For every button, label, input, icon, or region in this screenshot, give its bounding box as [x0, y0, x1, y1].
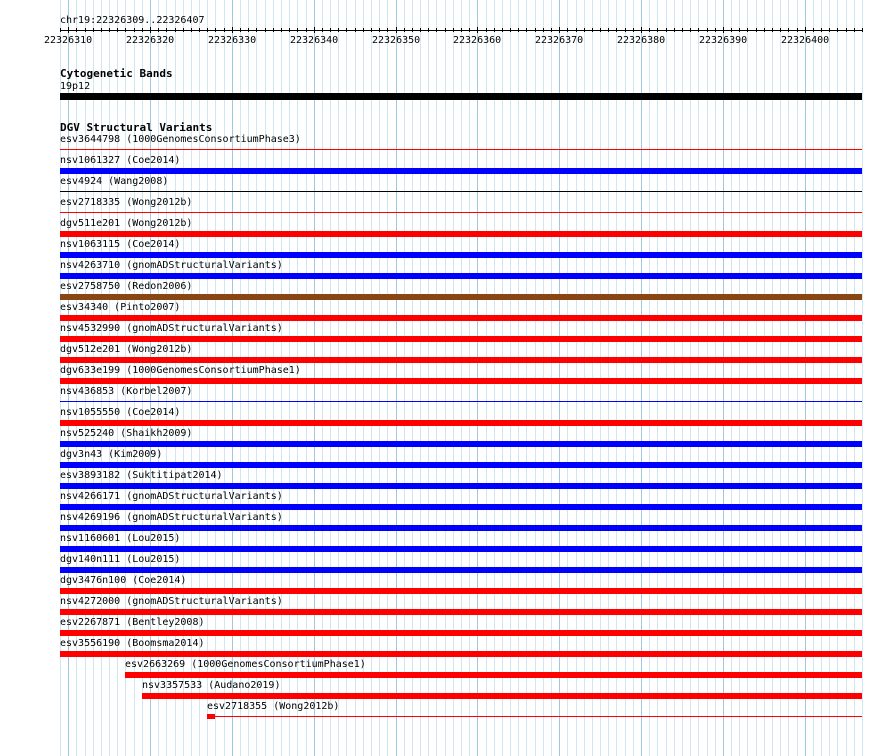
variant-bar[interactable] — [60, 336, 862, 342]
ruler-minor-tick — [633, 28, 634, 32]
variant-label[interactable]: esv3556190 (Boomsma2014) — [60, 638, 205, 649]
ruler-minor-tick — [707, 28, 708, 32]
variant-label[interactable]: nsv1063115 (Coe2014) — [60, 239, 181, 250]
ruler-tick-label: 22326390 — [699, 35, 748, 46]
variant-label[interactable]: dgv140n111 (Lou2015) — [60, 554, 181, 565]
ruler-minor-tick — [412, 28, 413, 32]
ruler-minor-tick — [854, 28, 855, 32]
ruler-minor-tick — [387, 28, 388, 32]
variant-line[interactable] — [207, 716, 862, 717]
ruler-minor-tick — [371, 28, 372, 32]
variant-label[interactable]: esv4924 (Wang2008) — [60, 176, 169, 187]
ruler-minor-tick — [183, 28, 184, 32]
ruler-minor-tick — [93, 28, 94, 32]
variant-label[interactable]: dgv512e201 (Wong2012b) — [60, 344, 193, 355]
variant-label[interactable]: dgv3476n100 (Coe2014) — [60, 575, 187, 586]
variant-label[interactable]: nsv525240 (Shaikh2009) — [60, 428, 193, 439]
variant-label[interactable]: esv2718355 (Wong2012b) — [207, 701, 340, 712]
ruler-minor-tick — [788, 28, 789, 32]
ruler-minor-tick — [355, 28, 356, 32]
ruler-major-tick — [641, 27, 642, 33]
ruler-minor-tick — [60, 28, 61, 32]
variant-bar[interactable] — [60, 315, 862, 321]
ruler-major-tick — [477, 27, 478, 33]
variant-bar[interactable] — [60, 273, 862, 279]
ruler-minor-tick — [461, 28, 462, 32]
variant-bar[interactable] — [142, 693, 862, 699]
ruler-minor-tick — [780, 28, 781, 32]
ruler-minor-tick — [756, 28, 757, 32]
ruler-minor-tick — [608, 28, 609, 32]
ruler-minor-tick — [191, 28, 192, 32]
cytoband-label: 19p12 — [60, 81, 91, 92]
variant-bar[interactable] — [60, 546, 862, 552]
variant-label[interactable]: esv2663269 (1000GenomesConsortiumPhase1) — [125, 659, 366, 670]
ruler-major-tick — [396, 27, 397, 33]
ruler-major-tick — [232, 27, 233, 33]
ruler-minor-tick — [829, 28, 830, 32]
variant-label[interactable]: esv3893182 (Suktitipat2014) — [60, 470, 223, 481]
variant-label[interactable]: nsv4263710 (gnomADStructuralVariants) — [60, 260, 283, 271]
cytoband-track-title: Cytogenetic Bands — [60, 67, 173, 80]
ruler-minor-tick — [674, 28, 675, 32]
variant-label[interactable]: nsv4269196 (gnomADStructuralVariants) — [60, 512, 283, 523]
region-label: chr19:22326309..22326407 — [60, 15, 205, 26]
ruler-minor-tick — [117, 28, 118, 32]
ruler-minor-tick — [207, 28, 208, 32]
variant-label[interactable]: nsv1061327 (Coe2014) — [60, 155, 181, 166]
ruler-major-tick — [68, 27, 69, 33]
ruler-minor-tick — [109, 28, 110, 32]
ruler-minor-tick — [535, 28, 536, 32]
ruler-tick-label: 22326360 — [453, 35, 502, 46]
ruler-minor-tick — [85, 28, 86, 32]
ruler-minor-tick — [526, 28, 527, 32]
variant-bar[interactable] — [60, 462, 862, 468]
ruler-minor-tick — [199, 28, 200, 32]
variant-bar[interactable] — [60, 504, 862, 510]
ruler-minor-tick — [616, 28, 617, 32]
ruler-minor-tick — [469, 28, 470, 32]
ruler-minor-tick — [625, 28, 626, 32]
ruler-minor-tick — [821, 28, 822, 32]
ruler-minor-tick — [322, 28, 323, 32]
ruler-minor-tick — [166, 28, 167, 32]
ruler-minor-tick — [420, 28, 421, 32]
ruler-minor-tick — [657, 28, 658, 32]
ruler-minor-tick — [445, 28, 446, 32]
ruler-minor-tick — [134, 28, 135, 32]
variant-label[interactable]: nsv1055550 (Coe2014) — [60, 407, 181, 418]
ruler-minor-tick — [306, 28, 307, 32]
ruler-tick-label: 22326350 — [372, 35, 421, 46]
ruler-minor-tick — [584, 28, 585, 32]
variant-bar[interactable] — [60, 168, 862, 174]
ruler-minor-tick — [494, 28, 495, 32]
ruler-tick-label: 22326310 — [44, 35, 93, 46]
ruler-minor-tick — [125, 28, 126, 32]
ruler-minor-tick — [330, 28, 331, 32]
ruler-minor-tick — [224, 28, 225, 32]
variant-bar[interactable] — [60, 231, 862, 237]
ruler-tick-label: 22326330 — [208, 35, 257, 46]
ruler-minor-tick — [690, 28, 691, 32]
ruler-minor-tick — [837, 28, 838, 32]
variant-label[interactable]: dgv633e199 (1000GenomesConsortiumPhase1) — [60, 365, 301, 376]
variant-bar[interactable] — [60, 483, 862, 489]
ruler-minor-tick — [346, 28, 347, 32]
variant-label[interactable]: dgv511e201 (Wong2012b) — [60, 218, 193, 229]
variant-bar[interactable] — [60, 378, 862, 384]
variant-label[interactable]: nsv4272000 (gnomADStructuralVariants) — [60, 596, 283, 607]
ruler-major-tick — [723, 27, 724, 33]
ruler-major-tick — [559, 27, 560, 33]
variant-bar[interactable] — [207, 714, 215, 719]
ruler-minor-tick — [551, 28, 552, 32]
ruler-minor-tick — [764, 28, 765, 32]
ruler-minor-tick — [739, 28, 740, 32]
variant-bar[interactable] — [125, 672, 862, 678]
ruler-minor-tick — [846, 28, 847, 32]
ruler-minor-tick — [175, 28, 176, 32]
variant-label[interactable]: nsv4532990 (gnomADStructuralVariants) — [60, 323, 283, 334]
ruler-minor-tick — [543, 28, 544, 32]
variant-label[interactable]: esv34340 (Pinto2007) — [60, 302, 181, 313]
ruler-minor-tick — [297, 28, 298, 32]
ruler-minor-tick — [698, 28, 699, 32]
variant-bar[interactable] — [60, 609, 862, 615]
ruler-minor-tick — [682, 28, 683, 32]
ruler-minor-tick — [649, 28, 650, 32]
ruler-minor-tick — [592, 28, 593, 32]
variant-line[interactable] — [60, 212, 862, 213]
variant-bar[interactable] — [60, 420, 862, 426]
variant-bar[interactable] — [60, 294, 862, 300]
variant-label[interactable]: esv2758750 (Redon2006) — [60, 281, 193, 292]
ruler-minor-tick — [666, 28, 667, 32]
ruler-minor-tick — [101, 28, 102, 32]
ruler-minor-tick — [813, 28, 814, 32]
ruler-minor-tick — [248, 28, 249, 32]
ruler-minor-tick — [502, 28, 503, 32]
variant-bar[interactable] — [60, 441, 862, 447]
cytoband-bar[interactable] — [60, 93, 862, 100]
ruler-minor-tick — [510, 28, 511, 32]
ruler-minor-tick — [404, 28, 405, 32]
ruler-minor-tick — [576, 28, 577, 32]
variant-label[interactable]: nsv3357533 (Audano2019) — [142, 680, 281, 691]
variant-label[interactable]: esv3644798 (1000GenomesConsortiumPhase3) — [60, 134, 301, 145]
ruler-major-tick — [805, 27, 806, 33]
ruler-minor-tick — [600, 28, 601, 32]
ruler-minor-tick — [436, 28, 437, 32]
variant-bar[interactable] — [60, 525, 862, 531]
ruler-minor-tick — [289, 28, 290, 32]
ruler-minor-tick — [273, 28, 274, 32]
ruler-minor-tick — [142, 28, 143, 32]
ruler-minor-tick — [428, 28, 429, 32]
ruler-minor-tick — [363, 28, 364, 32]
ruler-minor-tick — [518, 28, 519, 32]
variant-line[interactable] — [60, 149, 862, 150]
ruler-minor-tick — [158, 28, 159, 32]
ruler-tick-label: 22326370 — [535, 35, 584, 46]
ruler-minor-tick — [797, 28, 798, 32]
dgv-track-title: DGV Structural Variants — [60, 121, 213, 134]
variant-label[interactable]: esv2718335 (Wong2012b) — [60, 197, 193, 208]
ruler-major-tick — [150, 27, 151, 33]
variant-bar[interactable] — [60, 252, 862, 258]
ruler-tick-label: 22326340 — [290, 35, 339, 46]
ruler-minor-tick — [453, 28, 454, 32]
variant-line[interactable] — [60, 401, 862, 402]
variant-label[interactable]: nsv1160601 (Lou2015) — [60, 533, 181, 544]
ruler-minor-tick — [731, 28, 732, 32]
variant-label[interactable]: dgv3n43 (Kim2009) — [60, 449, 163, 460]
variant-bar[interactable] — [60, 357, 862, 363]
ruler-major-tick — [314, 27, 315, 33]
ruler-tick-label: 22326380 — [617, 35, 666, 46]
ruler-minor-tick — [76, 28, 77, 32]
variant-bar[interactable] — [60, 630, 862, 636]
variant-label[interactable]: esv2267871 (Bentley2008) — [60, 617, 205, 628]
variant-label[interactable]: nsv436853 (Korbel2007) — [60, 386, 193, 397]
ruler-minor-tick — [862, 28, 863, 32]
ruler-minor-tick — [486, 28, 487, 32]
ruler-minor-tick — [281, 28, 282, 32]
ruler-minor-tick — [240, 28, 241, 32]
variant-bar[interactable] — [60, 567, 862, 573]
ruler-tick-label: 22326400 — [781, 35, 830, 46]
ruler-minor-tick — [715, 28, 716, 32]
ruler-tick-label: 22326320 — [126, 35, 175, 46]
ruler-minor-tick — [215, 28, 216, 32]
ruler-minor-tick — [338, 28, 339, 32]
variant-bar[interactable] — [60, 588, 862, 594]
ruler-minor-tick — [772, 28, 773, 32]
ruler-minor-tick — [256, 28, 257, 32]
ruler-minor-tick — [379, 28, 380, 32]
variant-bar[interactable] — [60, 651, 862, 657]
variant-line[interactable] — [60, 191, 862, 192]
variant-label[interactable]: nsv4266171 (gnomADStructuralVariants) — [60, 491, 283, 502]
ruler-minor-tick — [567, 28, 568, 32]
ruler-minor-tick — [265, 28, 266, 32]
ruler-minor-tick — [747, 28, 748, 32]
